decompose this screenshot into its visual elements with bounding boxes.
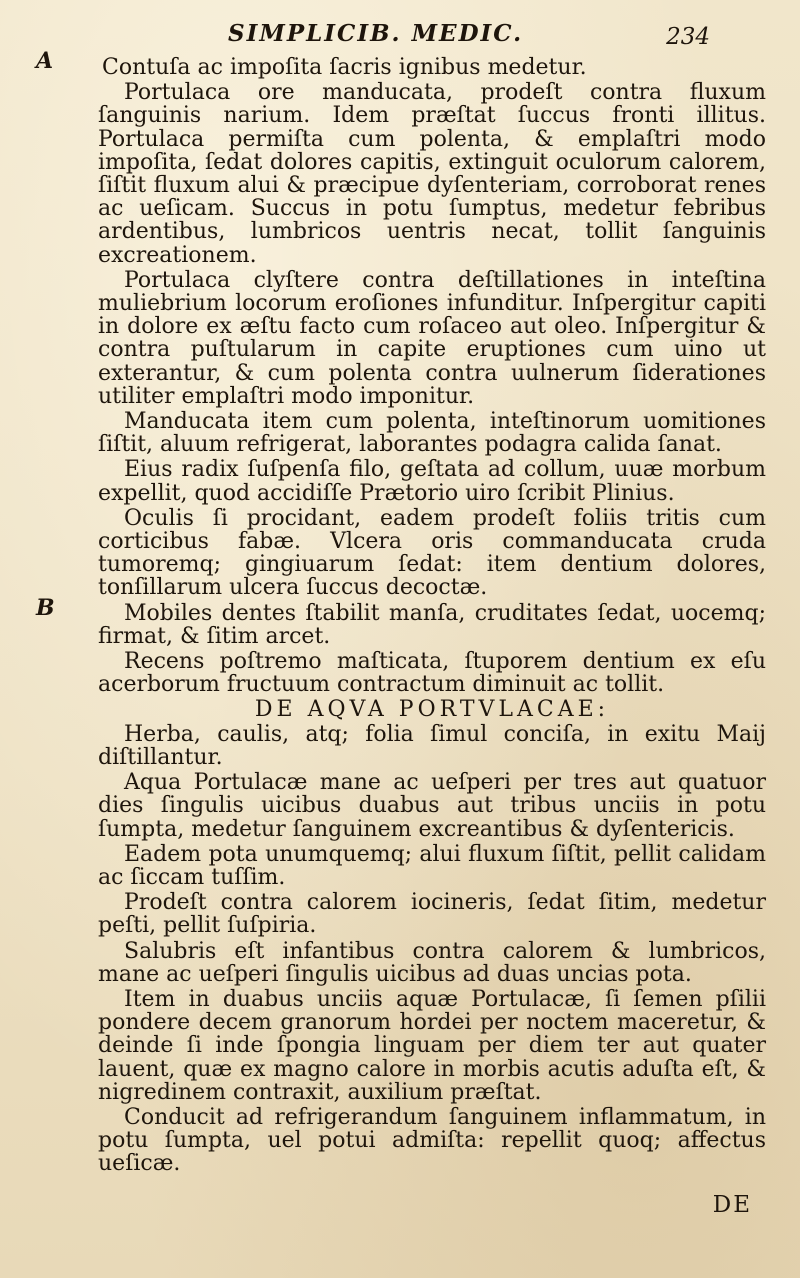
paragraph: Manducata item cum polenta, inteſtinorum uomitiones ſiſtit, aluum refrigerat, laborantes podagra calida ſanat.: [98, 409, 766, 458]
paragraph: Item in duabus unciis aquæ Portulacæ, ſi ſemen pſilii pondere decem granorum hordei per noctem maceretur, & deinde ſi inde ſpongia linguam per diem ter aut quater lauent, quæ ex magno calore in morbis acutis aduſta eſt, & nigredinem contraxit, auxilium præſtat.: [98, 986, 766, 1105]
section-heading: DE AQVA PORTVLACAE:: [254, 697, 610, 723]
margin-marker-b: B: [36, 595, 55, 621]
paragraph: Salubris eſt infantibus contra calorem & lumbricos, mane ac ueſperi ſingulis uicibus ad duas uncias pota.: [98, 938, 766, 987]
paragraph: Oculis ſi procidant, eadem prodeſt foliis tritis cum corticibus fabæ. Vlcera oris commanducata cruda tumoremq; gingiuarum ſedat: item dentium dolores, tonſillarum ulcera ſuccus decoctæ.: [98, 505, 766, 601]
body-text: [98, 56, 766, 1178]
paragraph: Prodeſt contra calorem iocineris, ſedat ſitim, medetur peſti, pellit ſuſpiria.: [98, 890, 766, 939]
paragraph: Conducit ad refrigerandum ſanguinem inflammatum, in potu ſumpta, uel potui admiſta: repellit quoq; affectus ueſicæ.: [98, 1104, 766, 1177]
paragraph: Portulaca ore manducata, prodeſt contra fluxum ſanguinis narium. Idem præſtat ſuccus fronti illitus. Portulaca permiſta cum polenta, & emplaſtri modo impoſita, ſedat dolores capitis, extinguit oculorum calorem, ſiſtit fluxum alui & præcipue dyſenteriam, corroborat renes ac ueſicam. Succus in potu ſumptus, medetur febribus ardentibus, lumbricos uentris necat, tollit ſanguinis excreationem.: [98, 80, 766, 268]
paragraph: Mobiles dentes ſtabilit manſa, cruditates ſedat, uocemq; firmat, & ſitim arcet.: [98, 600, 766, 649]
paragraph: Herba, caulis, atq; folia ſimul conciſa, in exitu Maij diſtillantur.: [98, 721, 766, 770]
paragraph: Contuſa ac impoſita ſacris ignibus medetur.: [102, 55, 587, 80]
running-title: SIMPLICIB. MEDIC.: [228, 20, 524, 47]
margin-marker-a: A: [36, 48, 54, 74]
paragraph: Portulaca clyſtere contra deſtillationes in inteſtina muliebrium locorum eroſiones infunditur. Inſpergitur capiti in dolore ex æſtu facto cum roſaceo aut oleo. Inſpergitur & contra puſtularum in capite eruptiones cum uino ut exterantur, & cum polenta contra uulnerum ſiderationes utiliter emplaſtri modo imponitur.: [98, 267, 766, 409]
paragraph: Eadem pota unumquemq; alui fluxum ſiſtit, pellit calidam ac ſiccam tuſſim.: [98, 841, 766, 890]
paragraph: Recens poſtremo maſticata, ſtuporem dentium ex eſu acerborum fructuum contractum diminuit ac tollit.: [98, 649, 766, 698]
page-number: 234: [666, 24, 710, 50]
paragraph: Eius radix ſuſpenſa filo, geſtata ad collum, uuæ morbum expellit, quod accidiſſe Prætorio uiro ſcribit Plinius.: [98, 457, 766, 506]
paragraph: Aqua Portulacæ mane ac ueſperi per tres aut quatuor dies ſingulis uicibus duabus aut tribus unciis in potu ſumpta, medetur ſanguinem excreantibus & dyſentericis.: [98, 770, 766, 842]
catchword: DE: [712, 1192, 752, 1218]
